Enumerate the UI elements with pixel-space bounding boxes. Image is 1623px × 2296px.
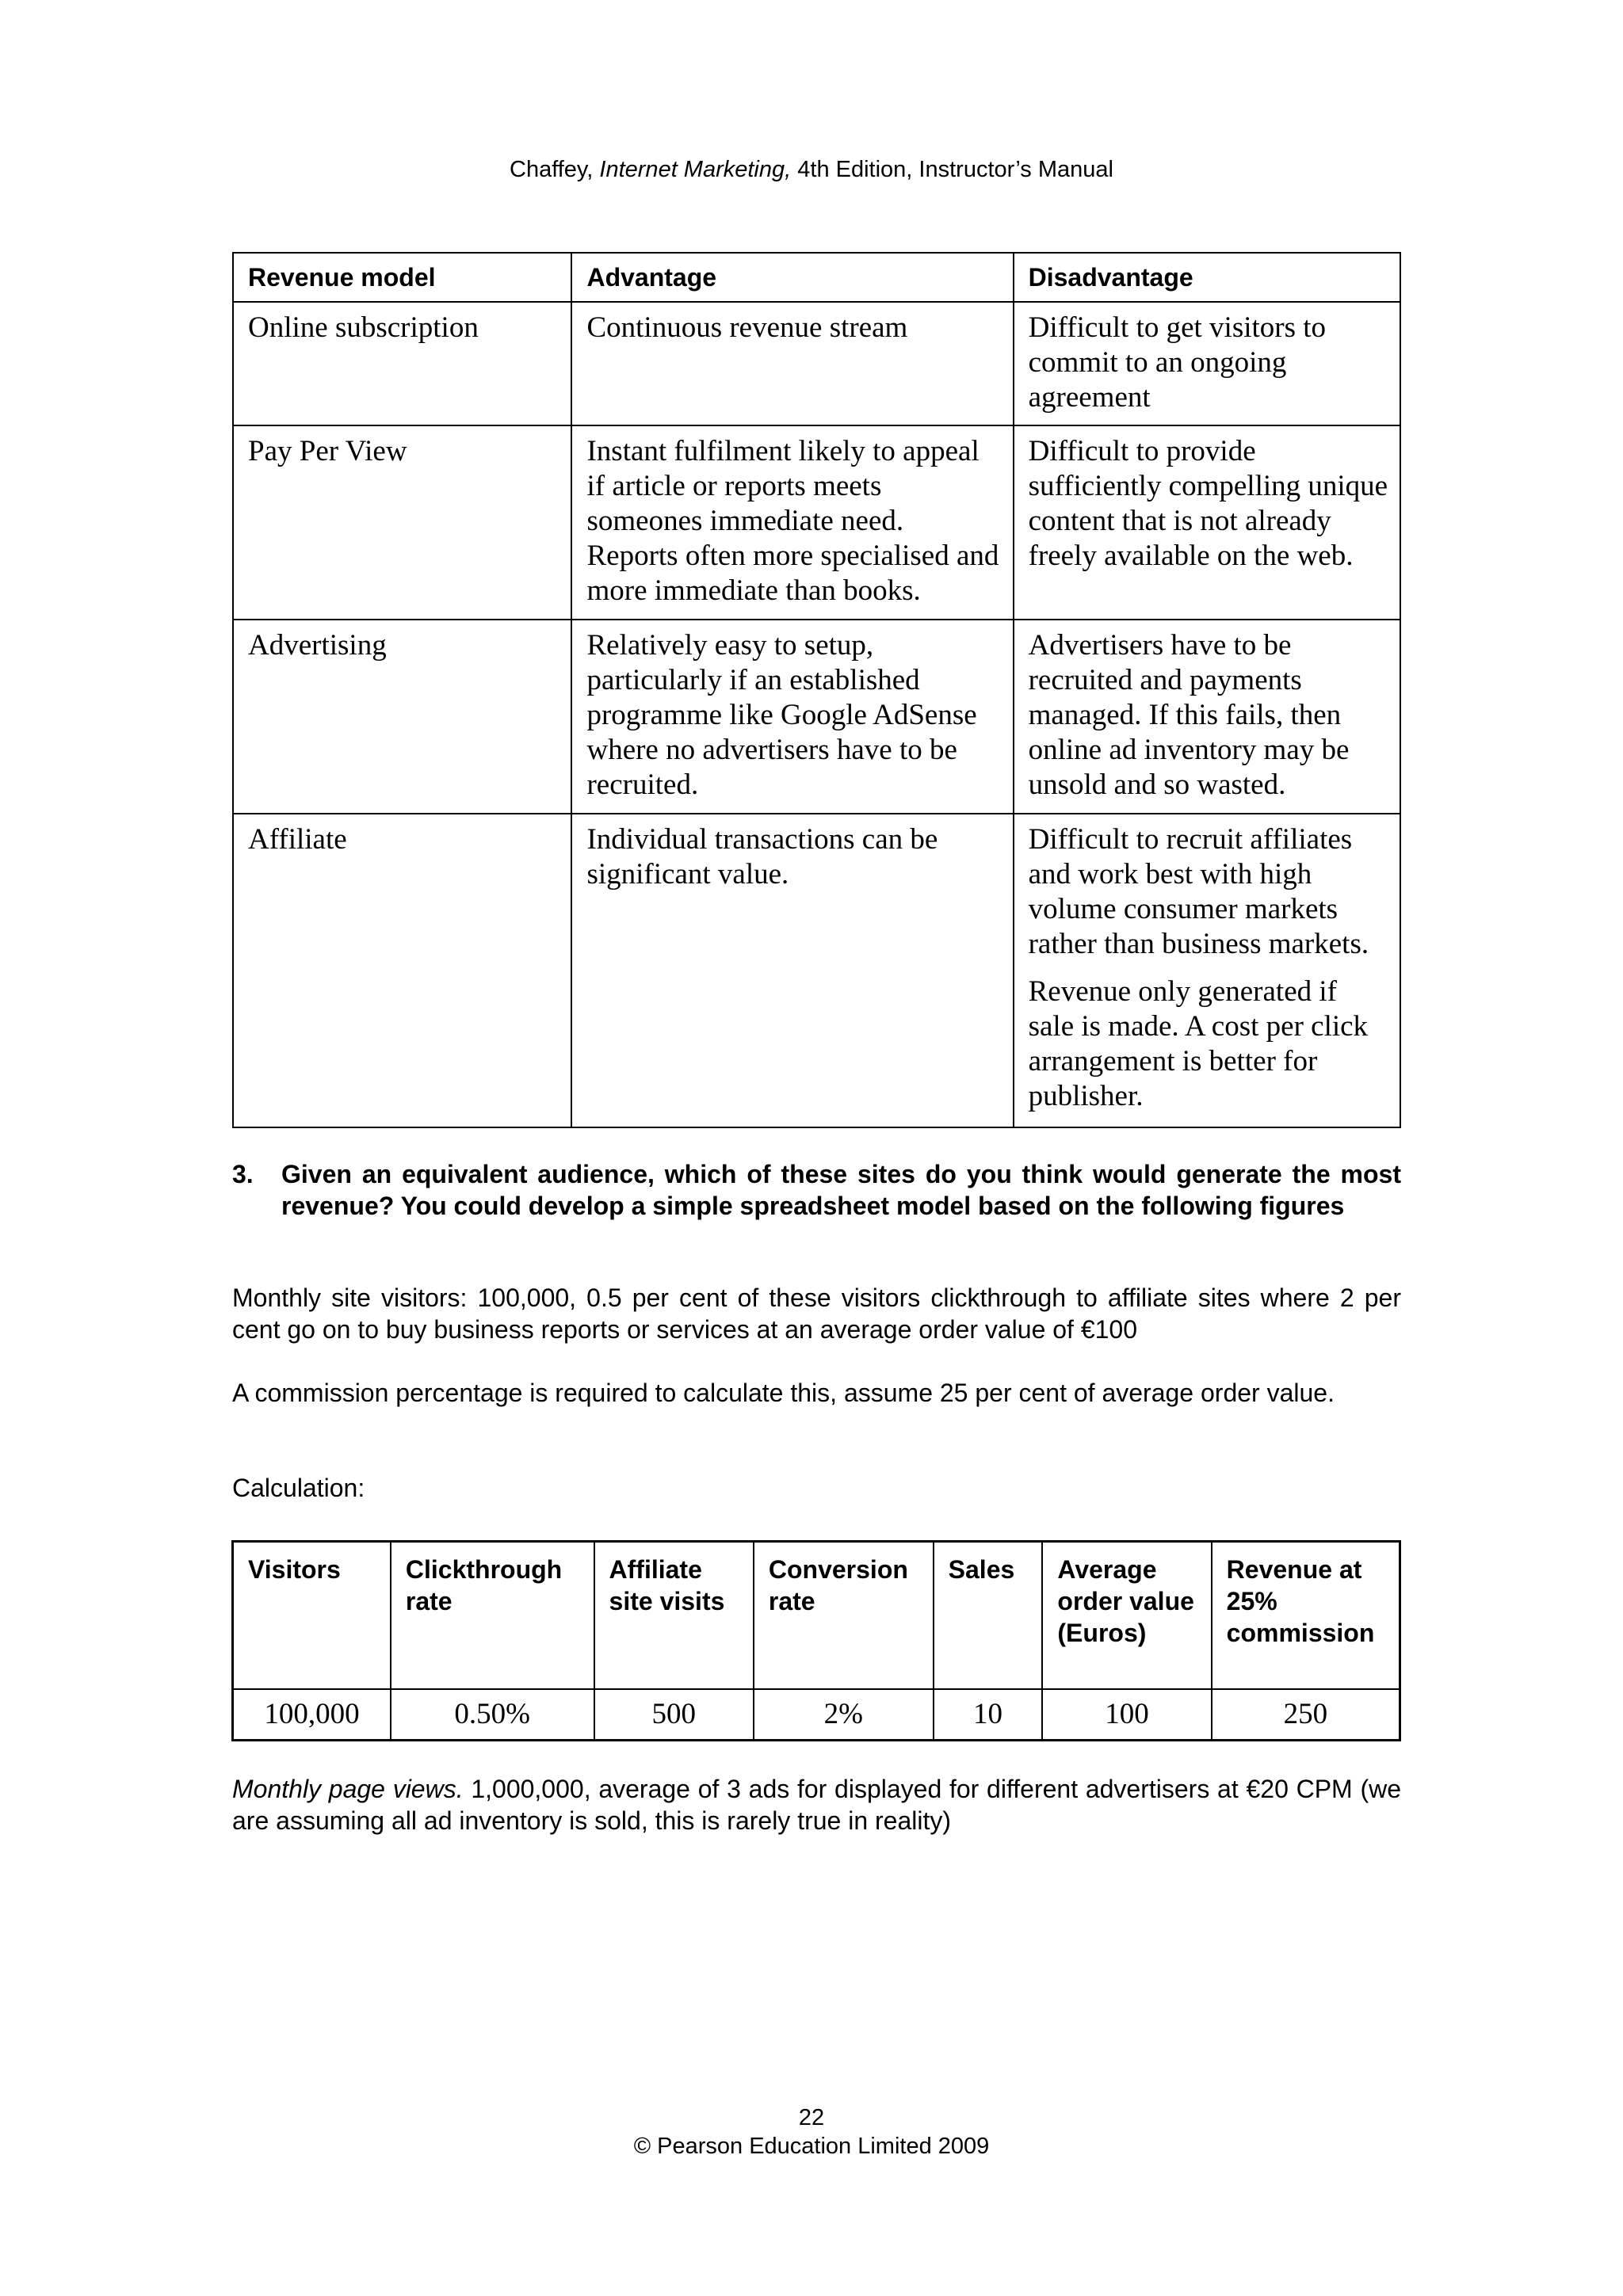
cell-advantage: Instant fulfilment likely to appeal if article or reports meets someones immediate need. Reports often more specialised and more immediate than books. [571,425,1013,620]
cell-advantage: Individual transactions can be significant value. [571,814,1013,1127]
table-header-row [233,253,1400,302]
copyright-notice: © Pearson Education Limited 2009 [633,2134,990,2159]
cell-disadvantage: Difficult to get visitors to commit to an ongoing agreement [1014,302,1400,425]
paragraph-site-visitors: Monthly site visitors: 100,000, 0.5 per cent of these visitors clickthrough to affiliate sites where 2 per cent go on to buy business reports or services at an average order value of €100 [232,1283,1401,1344]
calculation-table [231,1540,1401,1741]
header-average-order-value: Average order value (Euros) [1042,1542,1211,1690]
header-revenue-commission: Revenue at 25% commission [1212,1542,1400,1690]
page-views-label: Monthly page views. [232,1775,464,1803]
cell-model: Affiliate [233,814,571,1127]
header-visitors: Visitors [233,1542,391,1690]
cell-disadvantage [1014,814,1400,1127]
cell-disadvantage: Difficult to provide sufficiently compelling unique content that is not already freely available on the web. [1014,425,1400,620]
table-row [233,1689,1400,1741]
cell-conversion-rate: 2% [754,1689,934,1741]
header-clickthrough-rate: Clickthrough rate [391,1542,594,1690]
paragraph-page-views [232,1773,1401,1836]
header-revenue-model: Revenue model [233,253,571,302]
page-number: 22 [798,2105,825,2130]
cell-advantage: Relatively easy to setup, particularly if an established programme like Google AdSense where no advertisers have to be recruited. [571,620,1013,814]
header-advantage: Advantage [571,253,1013,302]
cell-visitors: 100,000 [233,1689,391,1741]
cell-disadvantage: Advertisers have to be recruited and payments managed. If this fails, then online ad inventory may be unsold and so wasted. [1014,620,1400,814]
calc-header-row [233,1542,1400,1690]
question-number: 3. [232,1160,254,1188]
page-views-text: 1,000,000, average of 3 ads for displayed for different advertisers at €20 CPM (we are assuming all ad inventory is sold, this is rarely true in reality) [232,1775,1402,1835]
cell-affiliate-site-visits: 500 [594,1689,754,1741]
header-author: Chaffey, [510,157,600,182]
cell-revenue-commission: 250 [1212,1689,1400,1741]
cell-model: Advertising [233,620,571,814]
cell-model: Online subscription [233,302,571,425]
table-row [233,302,1400,425]
header-book-title: Internet Marketing, [599,157,792,182]
header-disadvantage: Disadvantage [1014,253,1400,302]
cell-model: Pay Per View [233,425,571,620]
cell-sales: 10 [934,1689,1043,1741]
paragraph-calculation-label: Calculation: [232,1474,365,1502]
header-edition: 4th Edition, Instructor’s Manual [791,157,1113,182]
cell-advantage: Continuous revenue stream [571,302,1013,425]
paragraph-commission: A commission percentage is required to calculate this, assume 25 per cent of average order value. [232,1379,1335,1407]
header-conversion-rate: Conversion rate [754,1542,934,1690]
table-row [233,620,1400,814]
header-sales: Sales [934,1542,1043,1690]
question-text: Given an equivalent audience, which of these sites do you think would generate the most revenue? You could develop a simple spreadsheet model based on the following figures [281,1160,1401,1220]
question-3 [232,1158,1401,1222]
table-row [233,814,1400,1127]
page-header [0,154,1623,185]
header-affiliate-site-visits: Affiliate site visits [594,1542,754,1690]
table-row [233,425,1400,620]
cell-average-order-value: 100 [1042,1689,1211,1741]
revenue-model-table [232,252,1401,1128]
disadvantage-paragraph: Revenue only generated if sale is made. A cost per click arrangement is better for publisher. [1028,975,1369,1112]
cell-clickthrough-rate: 0.50% [391,1689,594,1741]
disadvantage-paragraph: Difficult to recruit affiliates and work best with high volume consumer markets rather than business markets. [1028,823,1369,960]
